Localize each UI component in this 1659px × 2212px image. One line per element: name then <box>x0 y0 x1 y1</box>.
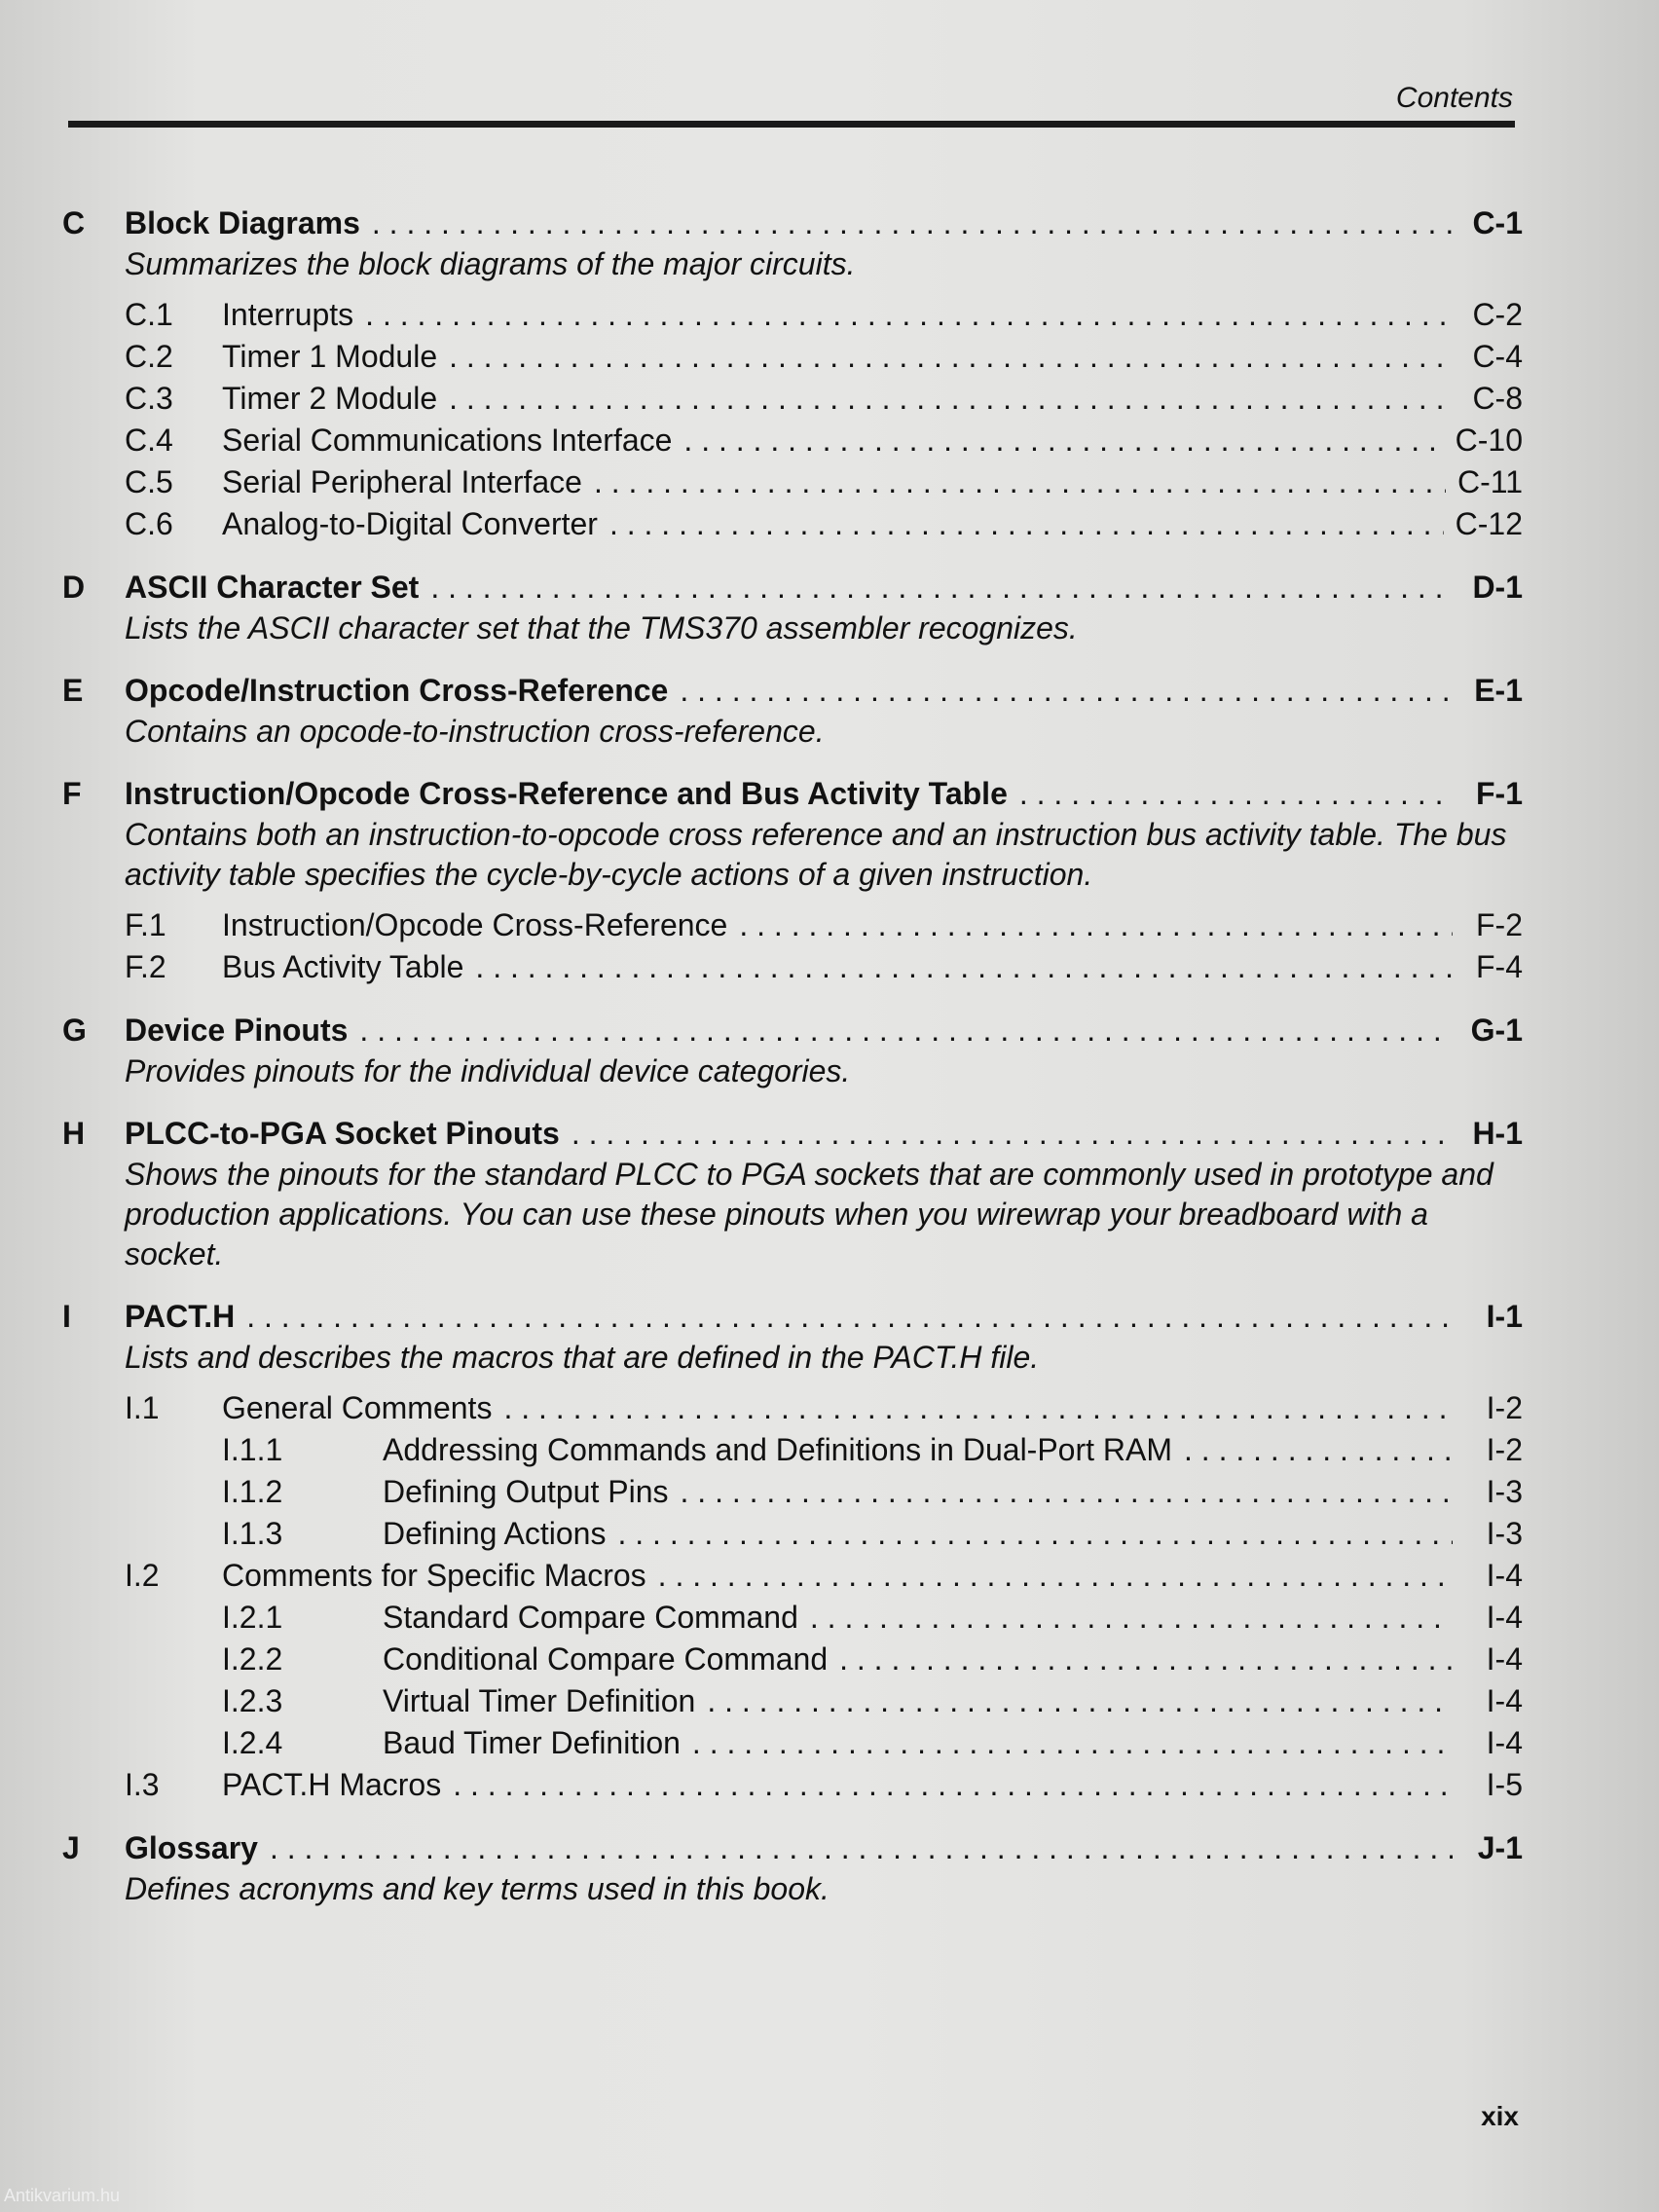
dot-leader <box>372 203 1453 244</box>
section-letter: F <box>62 776 82 811</box>
section-letter: I <box>62 1299 71 1334</box>
section-title: Instruction/Opcode Cross-Reference and Bus Activity Table <box>125 776 1008 811</box>
item-page: I-5 <box>1486 1767 1523 1802</box>
item-title: Instruction/Opcode Cross-Reference <box>222 907 728 942</box>
toc-section-entry <box>62 1296 1523 1338</box>
item-title: Virtual Timer Definition <box>383 1683 696 1718</box>
section-page: I-1 <box>1486 1299 1523 1334</box>
dot-leader <box>683 420 1443 461</box>
toc-subsection-entry <box>62 378 1523 420</box>
section-page: H-1 <box>1472 1116 1523 1151</box>
item-number: C.2 <box>125 339 173 374</box>
dot-leader <box>810 1597 1453 1639</box>
section-letter: C <box>62 205 86 240</box>
dot-leader <box>1184 1429 1453 1471</box>
toc-section-entry <box>62 1827 1523 1869</box>
item-page: C-12 <box>1455 506 1523 541</box>
toc-subsection-entry <box>62 336 1523 378</box>
toc-section-entry <box>62 670 1523 712</box>
toc-section-entry <box>62 567 1523 608</box>
spacer <box>62 545 1523 567</box>
section-letter: H <box>62 1116 86 1151</box>
dot-leader <box>594 461 1446 503</box>
section-description: Defines acronyms and key terms used in this book. <box>125 1871 830 1906</box>
item-number: I.3 <box>125 1767 160 1802</box>
spacer <box>62 988 1523 1010</box>
item-number: I.2.3 <box>222 1683 283 1718</box>
item-title: Serial Peripheral Interface <box>222 464 582 499</box>
toc-section-entry <box>62 773 1523 815</box>
dot-leader <box>359 1010 1453 1051</box>
item-number: F.1 <box>125 907 166 942</box>
section-title: PACT.H <box>125 1299 236 1334</box>
item-number: C.6 <box>125 506 173 541</box>
dot-leader <box>270 1827 1453 1869</box>
section-letter: E <box>62 673 84 708</box>
item-page: F-4 <box>1476 949 1523 984</box>
toc-subsection-entry <box>62 294 1523 336</box>
spacer <box>62 1274 1523 1296</box>
item-page: I-3 <box>1486 1516 1523 1551</box>
section-page: D-1 <box>1472 570 1523 605</box>
dot-leader <box>246 1296 1453 1338</box>
item-number: I.2.1 <box>222 1600 283 1635</box>
item-title: Serial Communications Interface <box>222 423 673 458</box>
toc-subsection-entry <box>62 1387 1523 1429</box>
item-number: I.1.3 <box>222 1516 283 1551</box>
section-page: E-1 <box>1474 673 1523 708</box>
dot-leader <box>453 1764 1453 1806</box>
item-title: Standard Compare Command <box>383 1600 798 1635</box>
dot-leader <box>839 1639 1453 1680</box>
spacer <box>62 648 1523 670</box>
item-title: PACT.H Macros <box>222 1767 442 1802</box>
toc-subsubsection-entry <box>62 1597 1523 1639</box>
section-title: Opcode/Instruction Cross-Reference <box>125 673 669 708</box>
section-title: ASCII Character Set <box>125 570 420 605</box>
item-title: Defining Output Pins <box>383 1474 669 1509</box>
toc-subsubsection-entry <box>62 1471 1523 1513</box>
item-page: C-4 <box>1472 339 1523 374</box>
item-page: C-11 <box>1457 464 1523 499</box>
item-page: I-2 <box>1486 1432 1523 1467</box>
section-description: Contains an opcode-to-instruction cross-reference. <box>125 714 825 749</box>
section-letter: D <box>62 570 86 605</box>
section-title: Device Pinouts <box>125 1013 349 1048</box>
section-page: J-1 <box>1477 1830 1523 1865</box>
item-title: Conditional Compare Command <box>383 1641 829 1677</box>
section-letter: G <box>62 1013 87 1048</box>
spacer <box>62 1091 1523 1113</box>
item-page: C-2 <box>1472 297 1523 332</box>
item-number: C.4 <box>125 423 173 458</box>
dot-leader <box>571 1113 1453 1155</box>
item-page: I-4 <box>1486 1558 1523 1593</box>
item-title: Timer 2 Module <box>222 381 438 416</box>
item-page: I-2 <box>1486 1390 1523 1425</box>
spacer <box>62 752 1523 773</box>
toc-subsection-entry <box>62 503 1523 545</box>
section-page: F-1 <box>1476 776 1523 811</box>
item-page: F-2 <box>1476 907 1523 942</box>
spacer <box>62 1909 1523 1931</box>
section-description: Shows the pinouts for the standard PLCC to PGA sockets that are commonly used in prototype and production applications. You can use these pinouts when you wirewrap your breadboard with a socket. <box>125 1157 1493 1272</box>
toc-subsubsection-entry <box>62 1513 1523 1555</box>
item-number: I.1.1 <box>222 1432 283 1467</box>
item-title: Bus Activity Table <box>222 949 464 984</box>
dot-leader <box>707 1680 1453 1722</box>
dot-leader <box>609 503 1444 545</box>
item-title: Comments for Specific Macros <box>222 1558 646 1593</box>
item-title: General Comments <box>222 1390 493 1425</box>
toc-subsection-entry <box>62 946 1523 988</box>
item-number: I.1.2 <box>222 1474 283 1509</box>
toc-subsubsection-entry <box>62 1429 1523 1471</box>
item-title: Defining Actions <box>383 1516 607 1551</box>
spacer <box>62 1378 1523 1387</box>
item-title: Baud Timer Definition <box>383 1725 681 1760</box>
item-page: I-4 <box>1486 1641 1523 1677</box>
toc-subsubsection-entry <box>62 1680 1523 1722</box>
toc-section-entry <box>62 1010 1523 1051</box>
dot-leader <box>475 946 1453 988</box>
toc-subsection-entry <box>62 461 1523 503</box>
item-page: I-4 <box>1486 1725 1523 1760</box>
dot-leader <box>503 1387 1453 1429</box>
section-page: G-1 <box>1470 1013 1523 1048</box>
table-of-contents <box>62 203 1523 1931</box>
section-title: PLCC-to-PGA Socket Pinouts <box>125 1116 560 1151</box>
item-number: I.1 <box>125 1390 160 1425</box>
toc-section-entry <box>62 1113 1523 1155</box>
item-title: Addressing Commands and Definitions in Dual-Port RAM <box>383 1432 1173 1467</box>
item-page: C-8 <box>1472 381 1523 416</box>
dot-leader <box>658 1555 1453 1597</box>
item-page: I-4 <box>1486 1600 1523 1635</box>
section-title: Block Diagrams <box>125 205 360 240</box>
header-rule <box>68 121 1515 128</box>
toc-subsection-entry <box>62 1764 1523 1806</box>
item-number: C.3 <box>125 381 173 416</box>
dot-leader <box>449 378 1453 420</box>
dot-leader <box>1019 773 1453 815</box>
item-number: I.2.4 <box>222 1725 283 1760</box>
toc-subsection-entry <box>62 904 1523 946</box>
item-page: I-4 <box>1486 1683 1523 1718</box>
dot-leader <box>449 336 1453 378</box>
section-description: Summarizes the block diagrams of the major circuits. <box>125 246 856 281</box>
section-description: Lists and describes the macros that are defined in the PACT.H file. <box>125 1340 1040 1375</box>
section-description: Provides pinouts for the individual device categories. <box>125 1053 851 1088</box>
item-page: C-10 <box>1455 423 1523 458</box>
item-number: I.2.2 <box>222 1641 283 1677</box>
section-description: Contains both an instruction-to-opcode cross reference and an instruction bus activity table. The bus activity table specifies the cycle-by-cycle actions of a given instruction. <box>125 817 1507 892</box>
dot-leader <box>681 1471 1454 1513</box>
dot-leader <box>739 904 1453 946</box>
toc-section-entry <box>62 203 1523 244</box>
watermark-text: Antikvarium.hu <box>4 2186 121 2205</box>
item-number: I.2 <box>125 1558 160 1593</box>
item-title: Timer 1 Module <box>222 339 438 374</box>
section-letter: J <box>62 1830 80 1865</box>
page-number: xix <box>1481 2101 1519 2131</box>
section-page: C-1 <box>1472 205 1523 240</box>
toc-subsection-entry <box>62 420 1523 461</box>
item-number: C.1 <box>125 297 173 332</box>
dot-leader <box>365 294 1453 336</box>
item-page: I-3 <box>1486 1474 1523 1509</box>
section-title: Glossary <box>125 1830 258 1865</box>
dot-leader <box>692 1722 1453 1764</box>
item-title: Analog-to-Digital Converter <box>222 506 598 541</box>
toc-subsubsection-entry <box>62 1639 1523 1680</box>
toc-subsection-entry <box>62 1555 1523 1597</box>
dot-leader <box>430 567 1453 608</box>
item-number: C.5 <box>125 464 173 499</box>
running-header: Contents <box>1395 82 1513 114</box>
dot-leader <box>617 1513 1453 1555</box>
item-number: F.2 <box>125 949 166 984</box>
spacer <box>62 1806 1523 1827</box>
dot-leader <box>680 670 1453 712</box>
spacer <box>62 895 1523 904</box>
toc-subsubsection-entry <box>62 1722 1523 1764</box>
section-description: Lists the ASCII character set that the TMS370 assembler recognizes. <box>125 610 1078 645</box>
spacer <box>62 284 1523 294</box>
item-title: Interrupts <box>222 297 354 332</box>
